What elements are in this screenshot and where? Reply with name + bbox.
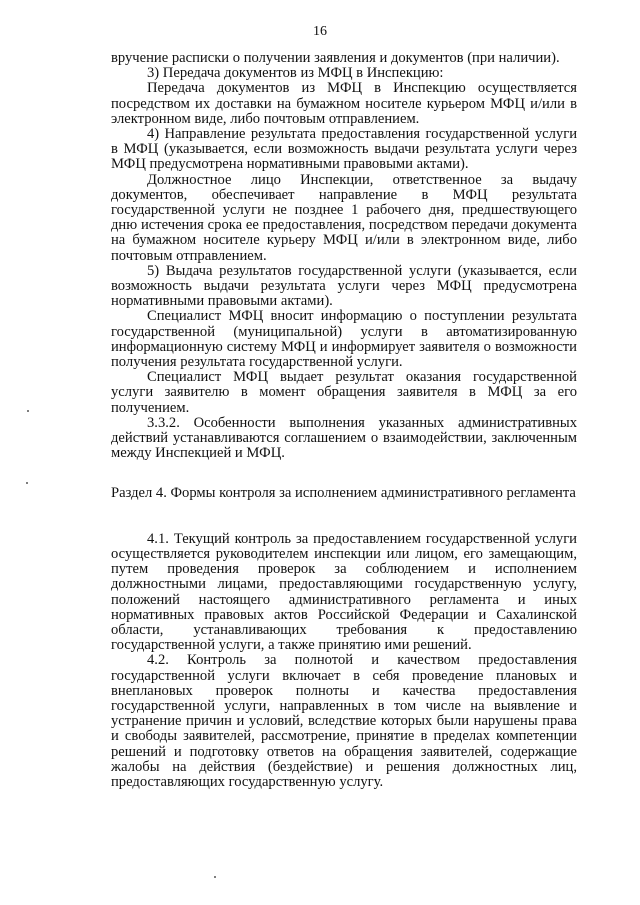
- paragraph-official: Должностное лицо Инспекции, ответственное за выдачу документов, обеспечивает направление в МФЦ результата государственной услуги не позднее 1 рабочего дня, предшествующего дню истечения срока ее предоставления, посредством передачи документа на бумажном носителе курьеру МФЦ и/или в электронном виде, либо почтовым отправлением.: [111, 171, 577, 264]
- section-heading: Раздел 4. Формы контроля за исполнением административного регламента: [111, 485, 576, 502]
- paragraph-4-2: 4.2. Контроль за полнотой и качеством предоставления государственной услуги включает в себя проведение плановых и внеплановых проверок полноты и качества предоставления государственной услуги, направленных в том числе на выявление и устранение причин и условий, вследствие которых были нарушены права и свободы заявителей, рассмотрение, принятие в пределах компетенции решений и подготовку ответов на обращения заявителей, содержащие жалобы на действия (бездействие) и решения должностных лиц, предоставляющих государственную услугу.: [111, 652, 577, 790]
- paragraph-specialist-issue: Специалист МФЦ выдает результат оказания государственной услуги заявителю в момент обращения заявителя в МФЦ за его получением.: [111, 369, 577, 416]
- paragraph-item-4: 4) Направление результата предоставления государственной услуги в МФЦ (указывается, если возможность выдачи результата услуги через МФЦ предусмотрена нормативными правовыми актами).: [111, 126, 577, 173]
- scan-speck: [27, 410, 29, 412]
- paragraph-transfer: Передача документов из МФЦ в Инспекцию осуществляется посредством их доставки на бумажном носителе курьером МФЦ и/или в электронном виде, либо почтовым отправлением.: [111, 80, 577, 127]
- document-body: [111, 51, 577, 790]
- paragraph-receipt: вручение расписки о получении заявления и документов (при наличии).: [111, 50, 560, 66]
- paragraph-specialist-info: Специалист МФЦ вносит информацию о поступлении результата государственной (муниципальной) услуги в автоматизированную информационную систему МФЦ и информирует заявителя о возможности получения результата государственной услуги.: [111, 308, 577, 371]
- paragraph-item-5: 5) Выдача результатов государственной услуги (указывается, если возможность выдачи результата услуги через МФЦ предусмотрена нормативными правовыми актами).: [111, 262, 577, 310]
- paragraph-3-3-2: 3.3.2. Особенности выполнения указанных административных действий устанавливаются соглашением о взаимодействии, заключенным между Инспекцией и МФЦ.: [111, 414, 577, 462]
- paragraph-4-1: 4.1. Текущий контроль за предоставлением государственной услуги осуществляется руководителем инспекции или лицом, его замещающим, путем проведения проверок за соблюдением и исполнением должностными лицами, предоставляющими государственную услугу, положений настоящего административного регламента и иных нормативных правовых актов Российской Федерации и Сахалинской области, устанавливающих требования к предоставлению государственной услуги, а также принятию ими решений.: [111, 530, 577, 654]
- scan-speck: [26, 482, 28, 484]
- scan-speck: [214, 876, 216, 878]
- paragraph-item-3: 3) Передача документов из МФЦ в Инспекцию:: [147, 65, 444, 82]
- page-number: 16: [313, 24, 327, 39]
